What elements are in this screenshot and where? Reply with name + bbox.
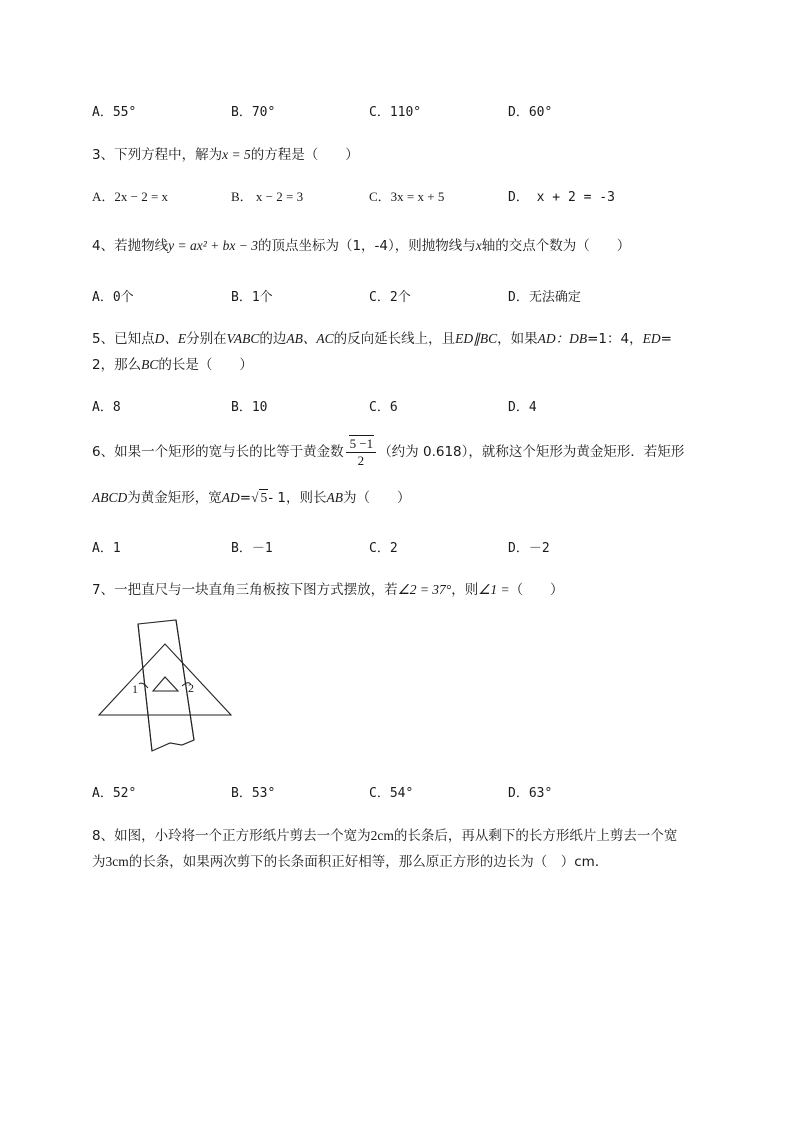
q4-option-c[interactable]: C．2个	[369, 290, 411, 305]
q6-option-d[interactable]: D．－2	[508, 541, 550, 556]
math-var: AB、AC	[286, 331, 334, 346]
math-var: AB	[326, 490, 343, 505]
q4-option-b[interactable]: B．1个	[231, 290, 273, 305]
q7-option-c[interactable]: C．54°	[369, 786, 414, 801]
q2-option-b[interactable]: B．70°	[231, 105, 276, 120]
math-var: x	[475, 238, 482, 253]
question-text: 的长条后，再从剩下的长方形纸片上剪去一个宽	[393, 828, 678, 844]
question-8-line-2	[92, 850, 608, 870]
q7-option-a[interactable]: A．52°	[92, 786, 137, 801]
q5-option-c[interactable]: C．6	[369, 400, 398, 415]
math-expr: ∠1 =	[478, 582, 510, 597]
q6-option-c[interactable]: C．2	[369, 541, 398, 556]
math-var: ABCD	[92, 490, 128, 505]
math-var: ED	[642, 331, 661, 346]
question-text: 为	[92, 854, 106, 870]
question-text: 的反向延长线上，且	[333, 331, 456, 347]
question-text: 7、一把直尺与一块直角三角板按下图方式摆放，若	[92, 582, 398, 598]
q6-option-b[interactable]: B．－1	[231, 541, 273, 556]
question-8-line-1	[92, 824, 677, 844]
question-text: ，则	[451, 582, 479, 598]
question-text: 6、如果一个矩形的宽与长的比等于黄金数	[92, 444, 344, 460]
q4-option-d[interactable]: D．无法确定	[508, 290, 581, 305]
q5-option-d[interactable]: D．4	[508, 400, 537, 415]
angle-1-label: 1	[132, 682, 138, 696]
q3-option-a[interactable]: A．2x − 2 = x	[92, 189, 169, 204]
question-text: 若抛物线	[114, 238, 169, 254]
q5-option-a[interactable]: A．8	[92, 400, 121, 415]
q2-option-d[interactable]: D．60°	[508, 105, 553, 120]
question-text: 的方程是（ ）	[250, 147, 359, 163]
math-expr: AD：DB	[537, 331, 588, 346]
math-expr: ∠2 = 37°	[397, 582, 452, 597]
question-text: ，如果	[497, 331, 538, 347]
unit-value: 3cm	[105, 854, 129, 869]
q3-option-b[interactable]: B． x − 2 = 3	[231, 189, 304, 204]
q7-option-d[interactable]: D．63°	[508, 786, 553, 801]
question-5-line-2	[92, 353, 253, 373]
question-3	[92, 143, 359, 163]
question-text: 的长条，如果两次剪下的长条面积正好相等，那么原正方形的边长为（ ）cm．	[128, 854, 609, 870]
question-text: 分别在	[186, 331, 227, 347]
q3-option-c[interactable]: C．3x = x + 5	[369, 189, 445, 204]
ruler-triangle-figure	[90, 614, 240, 759]
question-text: - 1，则长	[268, 490, 327, 506]
question-text: 2，那么	[92, 357, 142, 373]
q2-option-a[interactable]: A．55°	[92, 105, 137, 120]
q6-option-a[interactable]: A．1	[92, 541, 121, 556]
sqrt-radicand: 5	[260, 490, 268, 505]
unit-value: 2cm	[370, 828, 394, 843]
question-7	[92, 578, 564, 598]
question-text: =1：4，	[587, 331, 643, 347]
math-var: BC	[141, 357, 159, 372]
question-5-line-1	[92, 327, 672, 347]
question-6-line-2	[92, 486, 411, 506]
q4-option-a[interactable]: A．0个	[92, 290, 134, 305]
question-number: 4、	[92, 238, 115, 254]
sqrt-expr: √ 5	[251, 490, 268, 505]
question-text: 的顶点坐标为（1，-4），则抛物线与	[257, 238, 476, 254]
question-text: 的边	[259, 331, 287, 347]
question-text: =	[660, 331, 672, 347]
math-var: D、E	[154, 331, 187, 346]
angle-2-label: 2	[188, 681, 194, 695]
math-expr: x = 5	[222, 147, 251, 162]
fraction-numerator: 5 −1	[349, 436, 374, 451]
question-text: （约为 0.618），就称这个矩形为黄金矩形．若矩形	[378, 444, 685, 460]
golden-ratio-fraction	[346, 435, 377, 469]
question-text: 下列方程中，解为	[114, 147, 223, 163]
math-expr: ED∥BC	[455, 331, 498, 346]
question-text: 轴的交点个数为（ ）	[481, 238, 631, 254]
math-expr: y = ax² + bx − 3	[168, 238, 258, 253]
question-number: 3、	[92, 147, 115, 163]
question-text: 的长是（ ）	[158, 357, 253, 373]
question-text: =	[239, 490, 252, 506]
question-text: 为（ ）	[343, 490, 411, 506]
q2-option-c[interactable]: C．110°	[369, 105, 422, 120]
q3-option-d[interactable]: D． x + 2 = -3	[508, 190, 615, 205]
question-text: 为黄金矩形，宽	[127, 490, 222, 506]
question-text: 5、已知点	[92, 331, 155, 347]
fraction-denominator: 2	[357, 453, 365, 468]
question-6-line-1	[92, 432, 684, 472]
q7-option-b[interactable]: B．53°	[231, 786, 276, 801]
math-var: AD	[221, 490, 240, 505]
q5-option-b[interactable]: B．10	[231, 400, 268, 415]
math-var: VABC	[226, 331, 260, 346]
question-text: 8、如图，小玲将一个正方形纸片剪去一个宽为	[92, 828, 371, 844]
question-4	[92, 234, 630, 254]
question-text: （ ）	[509, 582, 564, 598]
